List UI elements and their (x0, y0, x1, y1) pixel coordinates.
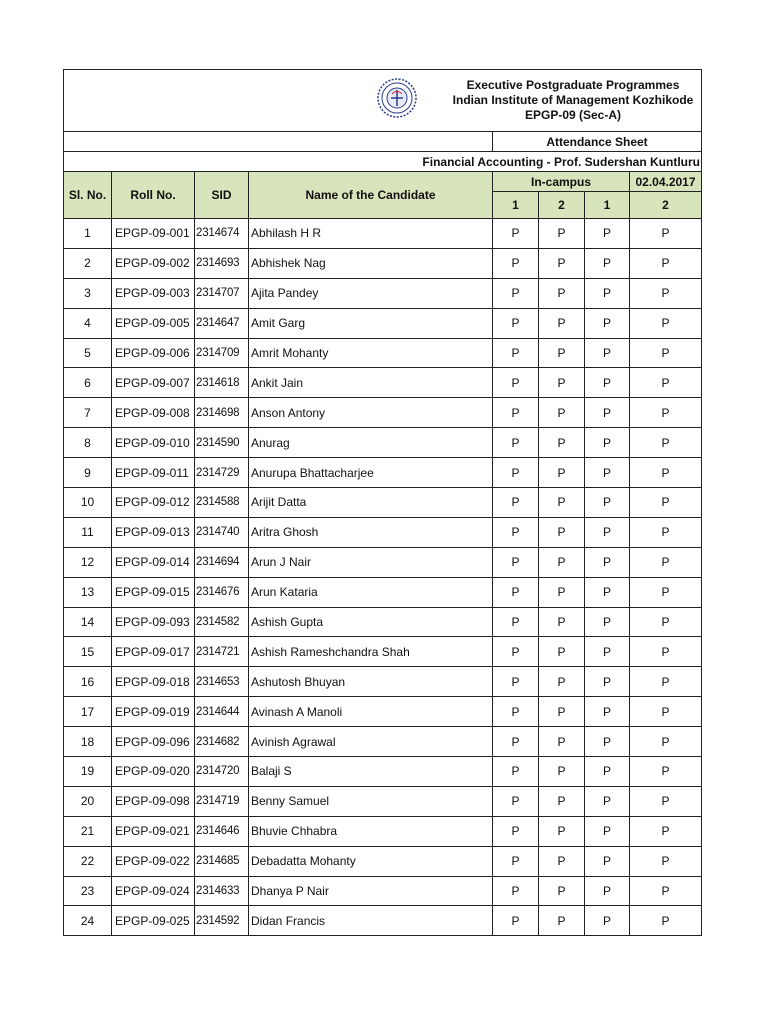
attendance-cell: P (585, 637, 630, 667)
sl-no-cell: 17 (64, 697, 112, 727)
attendance-cell: P (585, 757, 630, 787)
roll-no-cell: EPGP-09-022 (112, 846, 195, 876)
attendance-table (63, 69, 702, 936)
candidate-name-cell: Didan Francis (249, 906, 493, 936)
sid-cell: 2314653 (195, 667, 249, 697)
candidate-name-cell: Ashish Gupta (249, 607, 493, 637)
roll-no-cell: EPGP-09-007 (112, 368, 195, 398)
attendance-cell: P (493, 816, 539, 846)
institute-header (64, 70, 702, 132)
attendance-cell: P (539, 637, 585, 667)
attendance-cell: P (493, 517, 539, 547)
attendance-cell: P (630, 876, 702, 906)
table-row (64, 219, 702, 249)
table-row (64, 697, 702, 727)
attendance-cell: P (585, 816, 630, 846)
candidate-name-cell: Aritra Ghosh (249, 517, 493, 547)
attendance-cell: P (493, 577, 539, 607)
roll-no-cell: EPGP-09-003 (112, 278, 195, 308)
roll-no-cell: EPGP-09-018 (112, 667, 195, 697)
candidate-name-cell: Avinish Agrawal (249, 727, 493, 757)
attendance-cell: P (539, 577, 585, 607)
attendance-cell: P (539, 846, 585, 876)
roll-no-cell: EPGP-09-002 (112, 248, 195, 278)
candidate-name-cell: Amit Garg (249, 308, 493, 338)
attendance-cell: P (493, 786, 539, 816)
table-row (64, 607, 702, 637)
sl-no-cell: 24 (64, 906, 112, 936)
candidate-name-cell: Benny Samuel (249, 786, 493, 816)
attendance-cell: P (539, 727, 585, 757)
attendance-cell: P (585, 667, 630, 697)
candidate-name-cell: Arun Kataria (249, 577, 493, 607)
roll-no-cell: EPGP-09-008 (112, 398, 195, 428)
candidate-name-cell: Amrit Mohanty (249, 338, 493, 368)
attendance-cell: P (585, 577, 630, 607)
attendance-cell: P (630, 846, 702, 876)
candidate-name-cell: Balaji S (249, 757, 493, 787)
col-header-name: Name of the Candidate (249, 172, 493, 219)
sl-no-cell: 22 (64, 846, 112, 876)
attendance-cell: P (585, 697, 630, 727)
attendance-cell: P (630, 727, 702, 757)
attendance-cell: P (493, 547, 539, 577)
iim-kozhikode-seal-icon (377, 78, 417, 118)
attendance-cell: P (539, 308, 585, 338)
attendance-cell: P (630, 428, 702, 458)
sid-cell: 2314720 (195, 757, 249, 787)
attendance-cell: P (493, 876, 539, 906)
attendance-cell: P (630, 219, 702, 249)
attendance-cell: P (585, 876, 630, 906)
sid-cell: 2314633 (195, 876, 249, 906)
attendance-cell: P (630, 637, 702, 667)
table-row (64, 577, 702, 607)
attendance-cell: P (493, 667, 539, 697)
institute-name: Indian Institute of Management Kozhikode (452, 93, 694, 107)
table-row (64, 368, 702, 398)
attendance-cell: P (539, 398, 585, 428)
col-header-session: 1 (493, 192, 539, 219)
sl-no-cell: 6 (64, 368, 112, 398)
attendance-cell: P (493, 368, 539, 398)
col-header-sid: SID (195, 172, 249, 219)
roll-no-cell: EPGP-09-012 (112, 488, 195, 518)
sl-no-cell: 11 (64, 517, 112, 547)
table-row (64, 906, 702, 936)
sheet-title: Attendance Sheet (493, 132, 702, 152)
roll-no-cell: EPGP-09-010 (112, 428, 195, 458)
attendance-cell: P (585, 428, 630, 458)
sid-cell: 2314582 (195, 607, 249, 637)
candidate-name-cell: Anurag (249, 428, 493, 458)
candidate-name-cell: Anurupa Bhattacharjee (249, 458, 493, 488)
table-row (64, 786, 702, 816)
roll-no-cell: EPGP-09-024 (112, 876, 195, 906)
sid-cell: 2314592 (195, 906, 249, 936)
attendance-cell: P (585, 727, 630, 757)
sl-no-cell: 4 (64, 308, 112, 338)
col-header-session: 2 (630, 192, 702, 219)
attendance-cell: P (585, 906, 630, 936)
sid-cell: 2314618 (195, 368, 249, 398)
table-row (64, 846, 702, 876)
candidate-name-cell: Arijit Datta (249, 488, 493, 518)
attendance-cell: P (539, 248, 585, 278)
table-row (64, 667, 702, 697)
attendance-cell: P (630, 667, 702, 697)
table-row (64, 458, 702, 488)
candidate-name-cell: Abhilash H R (249, 219, 493, 249)
table-row (64, 757, 702, 787)
attendance-cell: P (630, 488, 702, 518)
table-row (64, 876, 702, 906)
attendance-cell: P (630, 547, 702, 577)
attendance-cell: P (493, 697, 539, 727)
attendance-cell: P (539, 786, 585, 816)
sid-cell: 2314644 (195, 697, 249, 727)
candidate-name-cell: Ankit Jain (249, 368, 493, 398)
attendance-cell: P (630, 816, 702, 846)
attendance-cell: P (585, 278, 630, 308)
roll-no-cell: EPGP-09-019 (112, 697, 195, 727)
table-row (64, 547, 702, 577)
sl-no-cell: 14 (64, 607, 112, 637)
attendance-cell: P (585, 368, 630, 398)
roll-no-cell: EPGP-09-098 (112, 786, 195, 816)
sl-no-cell: 13 (64, 577, 112, 607)
sid-cell: 2314674 (195, 219, 249, 249)
candidate-name-cell: Ashish Rameshchandra Shah (249, 637, 493, 667)
sid-cell: 2314676 (195, 577, 249, 607)
roll-no-cell: EPGP-09-096 (112, 727, 195, 757)
sid-cell: 2314647 (195, 308, 249, 338)
attendance-cell: P (493, 846, 539, 876)
attendance-cell: P (630, 338, 702, 368)
col-header-date: 02.04.2017 (630, 172, 702, 192)
roll-no-cell: EPGP-09-006 (112, 338, 195, 368)
attendance-cell: P (585, 308, 630, 338)
roll-no-cell: EPGP-09-015 (112, 577, 195, 607)
sid-cell: 2314719 (195, 786, 249, 816)
attendance-cell: P (539, 219, 585, 249)
attendance-cell: P (585, 607, 630, 637)
attendance-cell: P (539, 757, 585, 787)
sl-no-cell: 1 (64, 219, 112, 249)
roll-no-cell: EPGP-09-001 (112, 219, 195, 249)
table-row (64, 308, 702, 338)
programme-title: Executive Postgraduate Programmes (466, 78, 680, 92)
attendance-cell: P (585, 547, 630, 577)
sid-cell: 2314590 (195, 428, 249, 458)
sl-no-cell: 5 (64, 338, 112, 368)
candidate-name-cell: Bhuvie Chhabra (249, 816, 493, 846)
sid-cell: 2314646 (195, 816, 249, 846)
table-row (64, 488, 702, 518)
sl-no-cell: 8 (64, 428, 112, 458)
table-row (64, 517, 702, 547)
attendance-cell: P (493, 458, 539, 488)
institute-title (444, 78, 702, 123)
attendance-cell: P (493, 757, 539, 787)
table-row (64, 278, 702, 308)
attendance-cell: P (630, 458, 702, 488)
attendance-cell: P (630, 607, 702, 637)
attendance-cell: P (539, 278, 585, 308)
attendance-cell: P (493, 727, 539, 757)
sid-cell: 2314694 (195, 547, 249, 577)
sl-no-cell: 7 (64, 398, 112, 428)
sid-cell: 2314729 (195, 458, 249, 488)
attendance-cell: P (630, 278, 702, 308)
sid-cell: 2314709 (195, 338, 249, 368)
sl-no-cell: 21 (64, 816, 112, 846)
attendance-cell: P (630, 398, 702, 428)
sid-cell: 2314707 (195, 278, 249, 308)
table-row (64, 398, 702, 428)
roll-no-cell: EPGP-09-020 (112, 757, 195, 787)
course-title: Financial Accounting - Prof. Sudershan Kuntluru (64, 152, 702, 172)
sid-cell: 2314721 (195, 637, 249, 667)
table-row (64, 428, 702, 458)
roll-no-cell: EPGP-09-013 (112, 517, 195, 547)
attendance-cell: P (493, 219, 539, 249)
attendance-cell: P (585, 248, 630, 278)
attendance-cell: P (493, 398, 539, 428)
attendance-cell: P (539, 488, 585, 518)
attendance-cell: P (539, 906, 585, 936)
candidate-name-cell: Abhishek Nag (249, 248, 493, 278)
attendance-cell: P (539, 547, 585, 577)
col-header-session: 2 (539, 192, 585, 219)
roll-no-cell: EPGP-09-011 (112, 458, 195, 488)
roll-no-cell: EPGP-09-017 (112, 637, 195, 667)
attendance-cell: P (585, 398, 630, 428)
attendance-rows (64, 219, 702, 936)
attendance-cell: P (630, 368, 702, 398)
attendance-cell: P (630, 757, 702, 787)
attendance-cell: P (585, 338, 630, 368)
sl-no-cell: 3 (64, 278, 112, 308)
candidate-name-cell: Ajita Pandey (249, 278, 493, 308)
attendance-cell: P (539, 667, 585, 697)
attendance-cell: P (539, 876, 585, 906)
attendance-cell: P (585, 786, 630, 816)
attendance-cell: P (493, 428, 539, 458)
attendance-cell: P (585, 219, 630, 249)
table-row (64, 816, 702, 846)
attendance-cell: P (539, 458, 585, 488)
attendance-cell: P (539, 816, 585, 846)
attendance-cell: P (585, 458, 630, 488)
attendance-cell: P (585, 846, 630, 876)
attendance-cell: P (539, 517, 585, 547)
candidate-name-cell: Debadatta Mohanty (249, 846, 493, 876)
col-header-in-campus: In-campus (493, 172, 630, 192)
candidate-name-cell: Ashutosh Bhuyan (249, 667, 493, 697)
attendance-cell: P (539, 607, 585, 637)
attendance-sheet (63, 69, 701, 936)
candidate-name-cell: Anson Antony (249, 398, 493, 428)
col-header-roll-no: Roll No. (112, 172, 195, 219)
roll-no-cell: EPGP-09-093 (112, 607, 195, 637)
roll-no-cell: EPGP-09-014 (112, 547, 195, 577)
attendance-cell: P (630, 697, 702, 727)
attendance-cell: P (630, 786, 702, 816)
sl-no-cell: 10 (64, 488, 112, 518)
attendance-cell: P (493, 637, 539, 667)
attendance-cell: P (585, 517, 630, 547)
batch-section: EPGP-09 (Sec-A) (524, 108, 622, 122)
sid-cell: 2314698 (195, 398, 249, 428)
sid-cell: 2314588 (195, 488, 249, 518)
attendance-cell: P (539, 428, 585, 458)
attendance-cell: P (493, 338, 539, 368)
sl-no-cell: 23 (64, 876, 112, 906)
sid-cell: 2314685 (195, 846, 249, 876)
roll-no-cell: EPGP-09-025 (112, 906, 195, 936)
sid-cell: 2314693 (195, 248, 249, 278)
sl-no-cell: 20 (64, 786, 112, 816)
sl-no-cell: 19 (64, 757, 112, 787)
col-header-sl-no: Sl. No. (64, 172, 112, 219)
attendance-cell: P (630, 308, 702, 338)
attendance-cell: P (493, 906, 539, 936)
attendance-cell: P (585, 488, 630, 518)
table-row (64, 248, 702, 278)
sl-no-cell: 15 (64, 637, 112, 667)
sl-no-cell: 12 (64, 547, 112, 577)
attendance-cell: P (630, 517, 702, 547)
attendance-cell: P (630, 248, 702, 278)
roll-no-cell: EPGP-09-005 (112, 308, 195, 338)
attendance-cell: P (493, 308, 539, 338)
attendance-cell: P (630, 906, 702, 936)
roll-no-cell: EPGP-09-021 (112, 816, 195, 846)
attendance-cell: P (630, 577, 702, 607)
candidate-name-cell: Arun J Nair (249, 547, 493, 577)
sl-no-cell: 2 (64, 248, 112, 278)
attendance-cell: P (493, 278, 539, 308)
attendance-cell: P (493, 607, 539, 637)
sl-no-cell: 18 (64, 727, 112, 757)
candidate-name-cell: Dhanya P Nair (249, 876, 493, 906)
attendance-cell: P (539, 368, 585, 398)
attendance-cell: P (539, 338, 585, 368)
sl-no-cell: 9 (64, 458, 112, 488)
sid-cell: 2314740 (195, 517, 249, 547)
attendance-cell: P (539, 697, 585, 727)
col-header-session: 1 (585, 192, 630, 219)
table-row (64, 338, 702, 368)
attendance-cell: P (493, 248, 539, 278)
attendance-cell: P (493, 488, 539, 518)
candidate-name-cell: Avinash A Manoli (249, 697, 493, 727)
table-row (64, 727, 702, 757)
sl-no-cell: 16 (64, 667, 112, 697)
table-row (64, 637, 702, 667)
sid-cell: 2314682 (195, 727, 249, 757)
